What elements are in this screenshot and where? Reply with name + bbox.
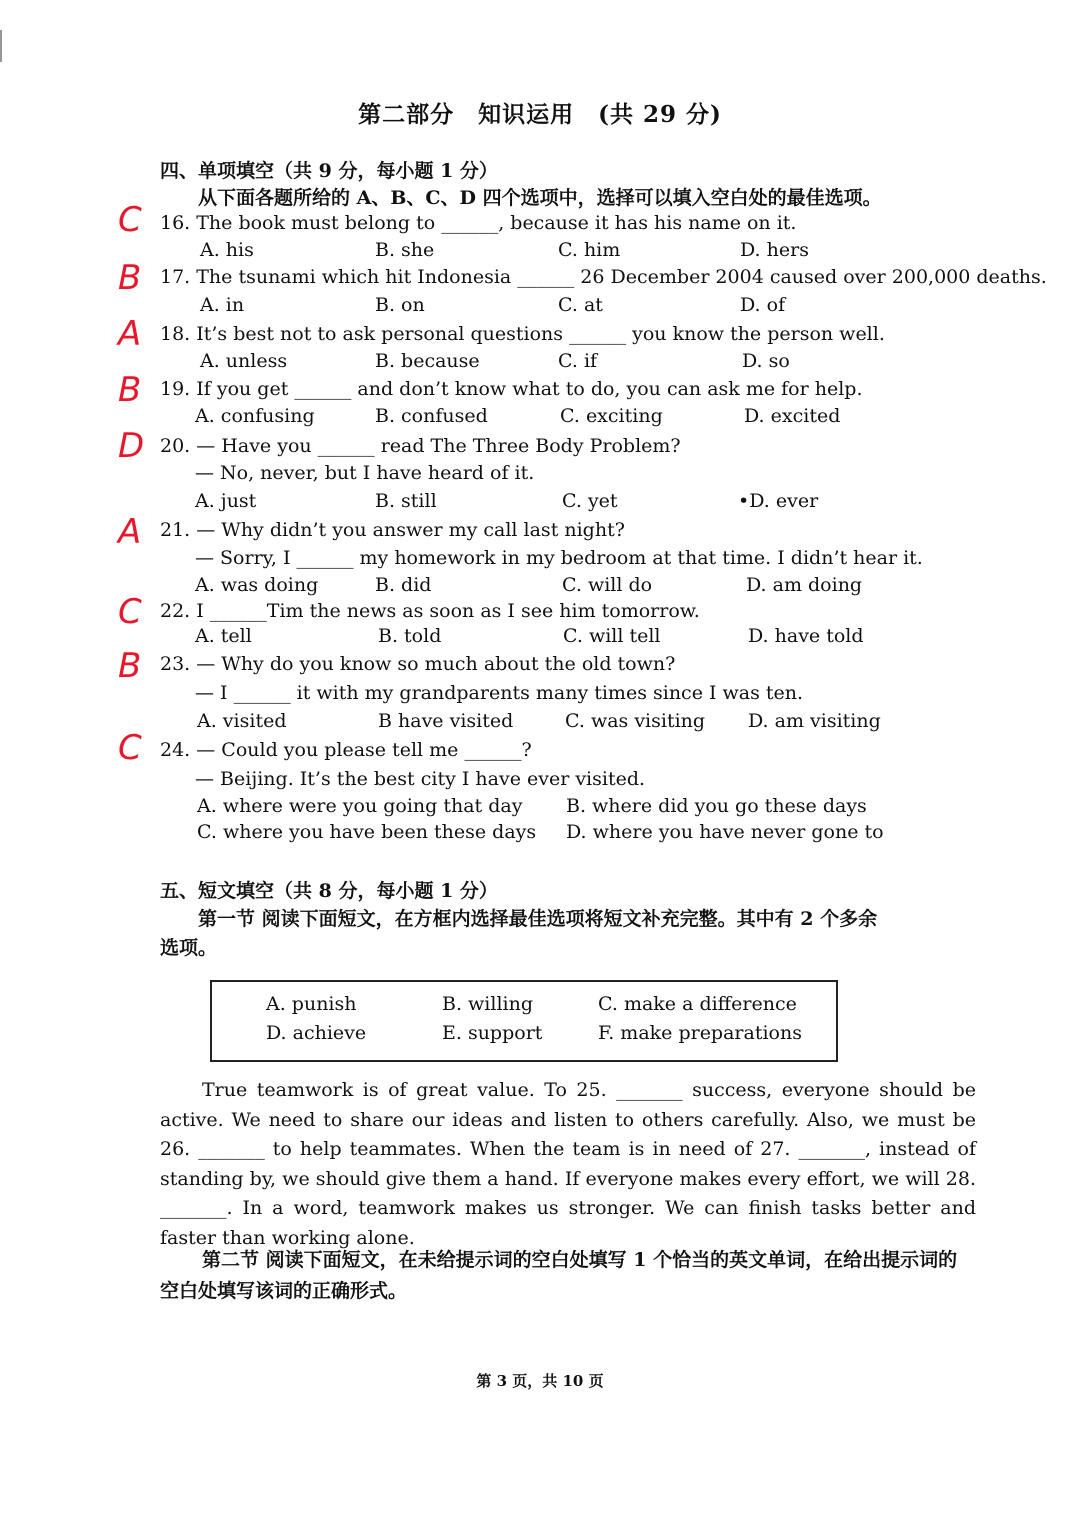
section5-heading: 五、短文填空（共 8 分，每小题 1 分） bbox=[160, 880, 498, 902]
answer-mark-23: B bbox=[118, 646, 142, 686]
q24-option-c: C. where you have been these days bbox=[197, 821, 537, 843]
q18-option-b: B. because bbox=[375, 350, 480, 372]
answer-mark-16: C bbox=[118, 200, 142, 240]
word-box-d: D. achieve bbox=[266, 1022, 367, 1044]
answer-mark-17: B bbox=[118, 258, 142, 298]
q23-option-a: A. visited bbox=[197, 710, 287, 732]
word-box-c: C. make a difference bbox=[598, 993, 797, 1015]
q18-option-a: A. unless bbox=[200, 350, 288, 372]
scan-edge-mark bbox=[0, 30, 8, 62]
word-box-b: B. willing bbox=[442, 993, 534, 1015]
question-23-line1: 23. — Why do you know so much about the old town? bbox=[160, 653, 676, 675]
q22-option-b: B. told bbox=[378, 625, 442, 647]
word-box-f: F. make preparations bbox=[598, 1022, 802, 1044]
q17-option-c: C. at bbox=[558, 294, 603, 316]
q20-option-d: •D. ever bbox=[738, 490, 819, 512]
q24-option-b: B. where did you go these days bbox=[566, 795, 867, 817]
word-box-e: E. support bbox=[442, 1022, 543, 1044]
section5-part1-instruction-cont: 选项。 bbox=[160, 937, 218, 959]
question-23-line2: — I ______ it with my grandparents many times since I was ten. bbox=[195, 682, 804, 704]
question-18: 18. It’s best not to ask personal questions ______ you know the person well. bbox=[160, 323, 885, 345]
q22-option-c: C. will tell bbox=[563, 625, 661, 647]
question-22: 22. I ______Tim the news as soon as I see him tomorrow. bbox=[160, 600, 700, 622]
q19-option-a: A. confusing bbox=[195, 405, 315, 427]
part-title: 第二部分 知识运用 (共 29 分) bbox=[358, 101, 722, 128]
q18-option-c: C. if bbox=[558, 350, 598, 372]
q16-option-d: D. hers bbox=[740, 239, 809, 261]
q21-option-b: B. did bbox=[375, 574, 432, 596]
teamwork-passage: True teamwork is of great value. To 25. _______ success, everyone should be active. We need to share our ideas and listen to others carefully. Also, we must be 26. _______ to help teammates. When the team is in need of 27. _______, instead of standing by, we should give them a hand. If everyone makes every effort, we will 28. _______. In a word, teamwork makes us stronger. We can finish tasks better and faster than working alone. bbox=[160, 1079, 976, 1249]
word-box-a: A. punish bbox=[266, 993, 357, 1015]
section4-instruction: 从下面各题所给的 A、B、C、D 四个选项中，选择可以填入空白处的最佳选项。 bbox=[198, 187, 882, 209]
q16-option-b: B. she bbox=[375, 239, 435, 261]
q18-option-d: D. so bbox=[742, 350, 790, 372]
question-17: 17. The tsunami which hit Indonesia ______ 26 December 2004 caused over 200,000 deaths. bbox=[160, 266, 1047, 288]
question-19: 19. If you get ______ and don’t know what to do, you can ask me for help. bbox=[160, 378, 863, 400]
question-20-line2: — No, never, but I have heard of it. bbox=[195, 462, 535, 484]
q19-option-c: C. exciting bbox=[560, 405, 663, 427]
q17-option-d: D. of bbox=[740, 294, 786, 316]
q17-option-a: A. in bbox=[200, 294, 245, 316]
answer-mark-21: A bbox=[118, 512, 142, 552]
answer-mark-18: A bbox=[118, 314, 142, 354]
question-21-line1: 21. — Why didn’t you answer my call last night? bbox=[160, 519, 625, 541]
q16-option-a: A. his bbox=[200, 239, 254, 261]
q16-option-c: C. him bbox=[558, 239, 621, 261]
q20-option-b: B. still bbox=[375, 490, 437, 512]
q20-option-a: A. just bbox=[195, 490, 257, 512]
q21-option-c: C. will do bbox=[562, 574, 653, 596]
q22-option-a: A. tell bbox=[195, 625, 252, 647]
answer-mark-19: B bbox=[118, 370, 142, 410]
q17-option-b: B. on bbox=[375, 294, 425, 316]
q19-option-b: B. confused bbox=[375, 405, 488, 427]
q23-option-c: C. was visiting bbox=[565, 710, 706, 732]
answer-mark-20: D bbox=[118, 426, 145, 466]
question-21-line2: — Sorry, I ______ my homework in my bedroom at that time. I didn’t hear it. bbox=[195, 547, 923, 569]
q23-option-d: D. am visiting bbox=[748, 710, 881, 732]
q20-option-c: C. yet bbox=[562, 490, 618, 512]
page-footer: 第 3 页，共 10 页 bbox=[476, 1372, 604, 1390]
question-16: 16. The book must belong to ______, because it has his name on it. bbox=[160, 212, 797, 234]
question-20-line1: 20. — Have you ______ read The Three Body Problem? bbox=[160, 435, 681, 457]
q23-option-b: B have visited bbox=[378, 710, 514, 732]
section4-heading: 四、单项填空（共 9 分，每小题 1 分） bbox=[160, 160, 498, 182]
answer-mark-24: C bbox=[118, 728, 142, 768]
answer-mark-22: C bbox=[118, 592, 142, 632]
section5-part2-instruction: 第二节 阅读下面短文，在未给提示词的空白处填写 1 个恰当的英文单词，在给出提示词的空白处填写该词的正确形式。 bbox=[160, 1249, 958, 1302]
q24-option-a: A. where were you going that day bbox=[197, 795, 523, 817]
q24-option-d: D. where you have never gone to bbox=[566, 821, 884, 843]
q21-option-d: D. am doing bbox=[746, 574, 863, 596]
q22-option-d: D. have told bbox=[748, 625, 864, 647]
q21-option-a: A. was doing bbox=[195, 574, 319, 596]
question-24-line2: — Beijing. It’s the best city I have ever visited. bbox=[195, 768, 646, 790]
question-24-line1: 24. — Could you please tell me ______? bbox=[160, 739, 532, 761]
q19-option-d: D. excited bbox=[744, 405, 841, 427]
section5-part1-instruction: 第一节 阅读下面短文，在方框内选择最佳选项将短文补充完整。其中有 2 个多余 bbox=[198, 908, 878, 930]
